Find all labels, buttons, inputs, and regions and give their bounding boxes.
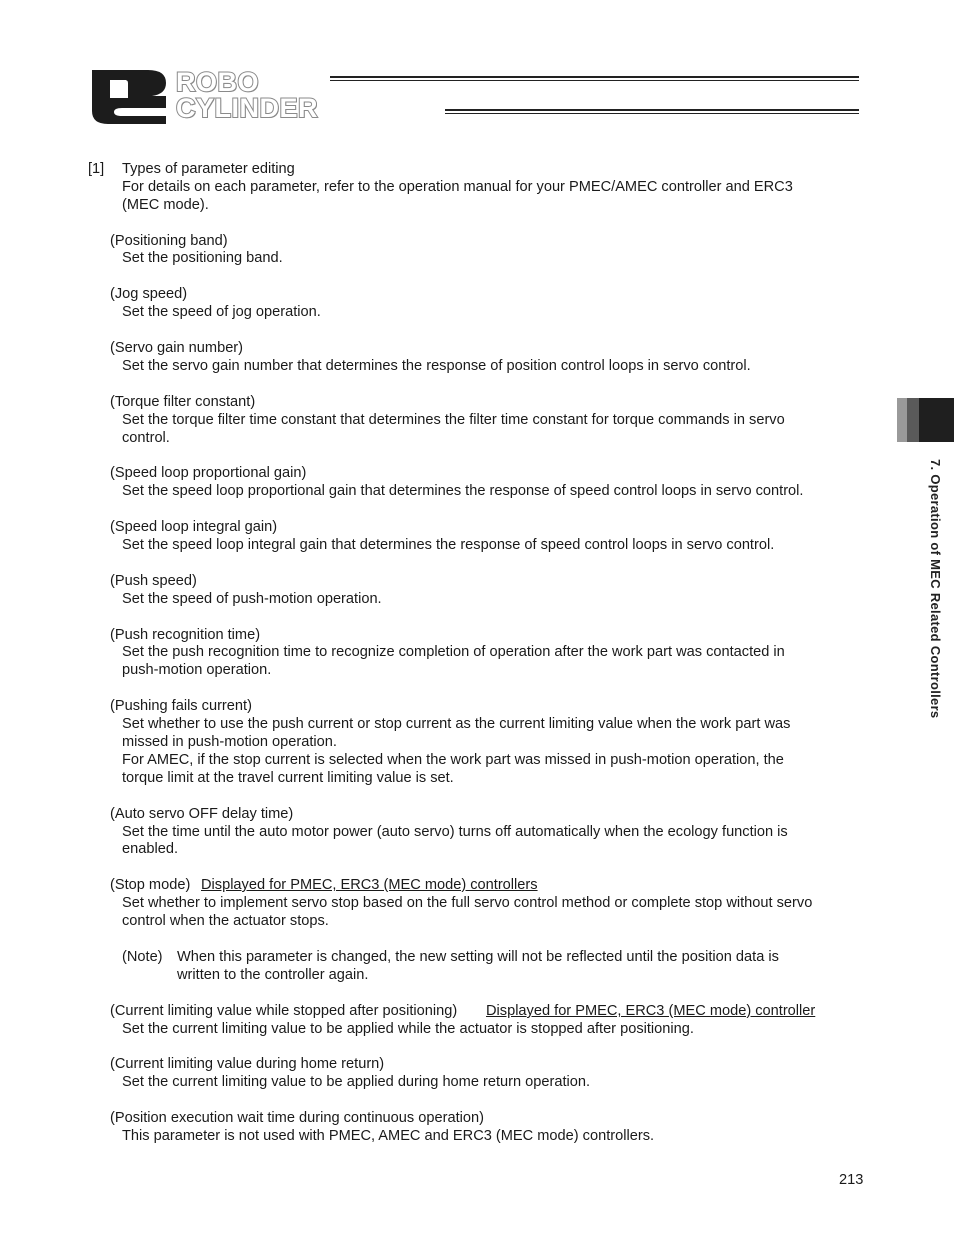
- param-name: (Current limiting value during home return): [110, 1056, 385, 1072]
- rc-logo-mark: [88, 68, 170, 126]
- param-desc: Set the speed loop proportional gain that determines the response of speed control loops in servo control.: [122, 483, 804, 499]
- param-desc: Set whether to implement servo stop based on the full servo control method or complete stop without servo: [122, 895, 813, 911]
- header-rule-bottom-1: [445, 109, 859, 111]
- param-name: (Current limiting value while stopped after positioning): [110, 1003, 458, 1019]
- logo-word-robo: ROBO: [176, 67, 259, 97]
- section-marker: [1]: [88, 161, 105, 177]
- param-name: (Push recognition time): [110, 627, 261, 643]
- param-desc: Set the torque filter time constant that determines the filter time constant for torque commands in servo: [122, 412, 785, 428]
- param-desc: Set the current limiting value to be applied while the actuator is stopped after positioning.: [122, 1021, 694, 1037]
- param-name: (Push speed): [110, 573, 197, 589]
- param-desc: Set the positioning band.: [122, 250, 283, 266]
- chapter-tab-stripe-light: [897, 398, 907, 442]
- section-intro-line: For details on each parameter, refer to the operation manual for your PMEC/AMEC controller and ERC3: [122, 179, 793, 195]
- param-name: (Stop mode): [110, 877, 191, 893]
- param-desc: Set the current limiting value to be applied during home return operation.: [122, 1074, 591, 1090]
- chapter-tab-stripe-mid: [907, 398, 919, 442]
- param-desc: This parameter is not used with PMEC, AMEC and ERC3 (MEC mode) controllers.: [122, 1128, 655, 1144]
- note-text: written to the controller again.: [177, 967, 369, 983]
- param-name: (Position execution wait time during continuous operation): [110, 1110, 484, 1126]
- section-title: Types of parameter editing: [122, 161, 295, 177]
- param-desc: Set the push recognition time to recognize completion of operation after the work part was contacted in: [122, 644, 785, 660]
- chapter-side-label: 7. Operation of MEC Related Controllers: [928, 459, 943, 719]
- page-number: 213: [839, 1172, 864, 1188]
- param-desc: missed in push-motion operation.: [122, 734, 337, 750]
- param-availability-note: Displayed for PMEC, ERC3 (MEC mode) controller: [486, 1003, 816, 1019]
- param-name: (Pushing fails current): [110, 698, 252, 714]
- param-desc: Set the servo gain number that determines the response of position control loops in servo control.: [122, 358, 751, 374]
- note-label: (Note): [122, 949, 163, 965]
- param-desc: control when the actuator stops.: [122, 913, 329, 929]
- param-name: (Speed loop proportional gain): [110, 465, 307, 481]
- param-desc: Set the speed of jog operation.: [122, 304, 321, 320]
- note-text: When this parameter is changed, the new setting will not be reflected until the position data is: [177, 949, 779, 965]
- param-desc: Set the time until the auto motor power (auto servo) turns off automatically when the ecology function is: [122, 824, 788, 840]
- param-desc: For AMEC, if the stop current is selected when the work part was missed in push-motion operation, the: [122, 752, 784, 768]
- param-desc: Set the speed of push-motion operation.: [122, 591, 382, 607]
- logo-word-cylinder: CYLINDER: [176, 93, 319, 123]
- param-desc: enabled.: [122, 841, 178, 857]
- param-name: (Positioning band): [110, 233, 228, 249]
- param-desc: torque limit at the travel current limiting value is set.: [122, 770, 454, 786]
- param-desc: Set the speed loop integral gain that determines the response of speed control loops in servo control.: [122, 537, 775, 553]
- header-rule-top-2: [330, 80, 859, 81]
- param-name: (Torque filter constant): [110, 394, 256, 410]
- header-rule-bottom-2: [445, 113, 859, 114]
- header-rule-top-1: [330, 76, 859, 78]
- section-intro-line: (MEC mode).: [122, 197, 209, 213]
- chapter-tab-block: [919, 398, 954, 442]
- param-desc: Set whether to use the push current or stop current as the current limiting value when the work part was: [122, 716, 791, 732]
- param-name: (Auto servo OFF delay time): [110, 806, 294, 822]
- param-availability-note: Displayed for PMEC, ERC3 (MEC mode) controllers: [201, 877, 538, 893]
- param-desc: push-motion operation.: [122, 662, 272, 678]
- param-desc: control.: [122, 430, 170, 446]
- param-name: (Speed loop integral gain): [110, 519, 278, 535]
- param-name: (Servo gain number): [110, 340, 244, 356]
- param-name: (Jog speed): [110, 286, 188, 302]
